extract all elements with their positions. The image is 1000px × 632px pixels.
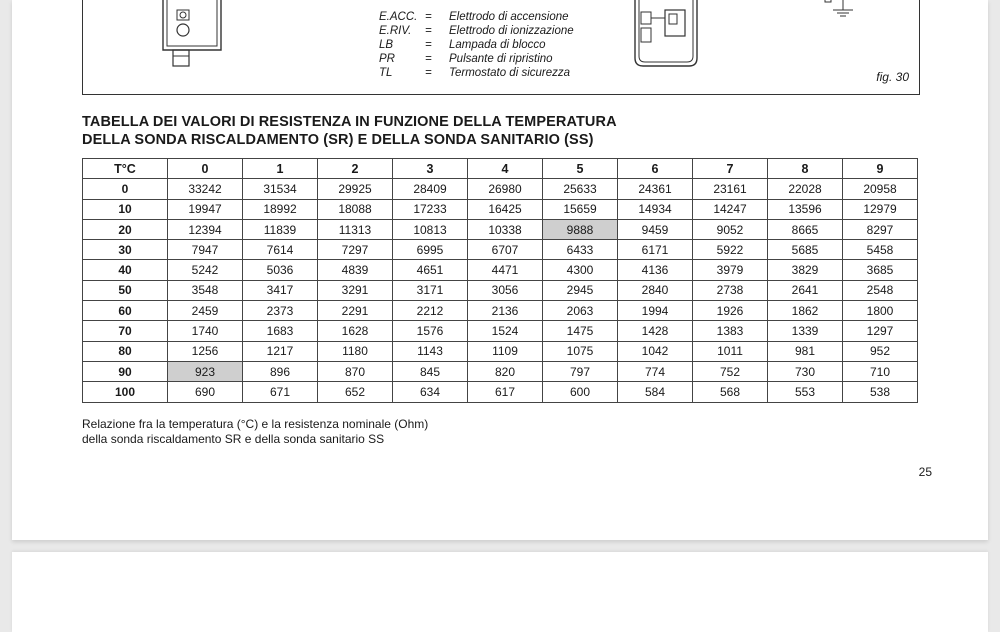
- table-cell: 12979: [843, 199, 918, 219]
- figure-label: fig. 30: [876, 70, 909, 84]
- legend-desc: Pulsante di ripristino: [449, 53, 553, 65]
- table-cell: 3685: [843, 260, 918, 280]
- table-cell: 4839: [318, 260, 393, 280]
- table-cell: 7297: [318, 240, 393, 260]
- table-cell: 568: [693, 382, 768, 402]
- table-cell: 5036: [243, 260, 318, 280]
- table-cell: 14934: [618, 199, 693, 219]
- table-cell: 1576: [393, 321, 468, 341]
- legend-eq: =: [425, 11, 432, 23]
- table-cell: 1800: [843, 301, 918, 321]
- row-header-cell: 50: [83, 280, 168, 300]
- row-header-cell: 0: [83, 179, 168, 199]
- legend-abbr: E.ACC.: [379, 11, 418, 23]
- table-cell: 1042: [618, 341, 693, 361]
- table-cell: 4651: [393, 260, 468, 280]
- table-row: [83, 199, 918, 219]
- table-row: [83, 240, 918, 260]
- row-header-cell: 90: [83, 361, 168, 381]
- table-cell: 10338: [468, 219, 543, 239]
- table-title-line-2: DELLA SONDA RISCALDAMENTO (SR) E DELLA SONDA SANITARIO (SS): [82, 132, 594, 148]
- table-cell: 17233: [393, 199, 468, 219]
- legend-desc: Elettrodo di ionizzazione: [449, 25, 574, 37]
- table-cell: 1926: [693, 301, 768, 321]
- table-cell: 3417: [243, 280, 318, 300]
- row-header-cell: 80: [83, 341, 168, 361]
- table-cell: 584: [618, 382, 693, 402]
- table-cell: 845: [393, 361, 468, 381]
- table-cell: 24361: [618, 179, 693, 199]
- table-row: [83, 301, 918, 321]
- table-cell: 797: [543, 361, 618, 381]
- table-row: [83, 219, 918, 239]
- table-cell: 9052: [693, 219, 768, 239]
- table-cell: 6707: [468, 240, 543, 260]
- table-caption: [82, 417, 428, 447]
- table-cell: 1740: [168, 321, 243, 341]
- table-cell: 12394: [168, 219, 243, 239]
- table-cell: 5242: [168, 260, 243, 280]
- device-drawing-right: [631, 0, 711, 78]
- page-number: 25: [918, 465, 932, 479]
- caption-line-1: Relazione fra la temperatura (°C) e la resistenza nominale (Ohm): [82, 417, 429, 431]
- table-cell: 18088: [318, 199, 393, 219]
- legend-desc: Elettrodo di accensione: [449, 11, 569, 23]
- table-cell: 4136: [618, 260, 693, 280]
- table-cell: 5922: [693, 240, 768, 260]
- legend-row: [379, 10, 574, 24]
- table-cell: 2548: [843, 280, 918, 300]
- legend-abbr: PR: [379, 53, 395, 65]
- table-cell: 31534: [243, 179, 318, 199]
- table-cell: 710: [843, 361, 918, 381]
- table-cell: 2212: [393, 301, 468, 321]
- table-cell: 22028: [768, 179, 843, 199]
- table-cell: 1383: [693, 321, 768, 341]
- header-cell: 2: [318, 159, 393, 179]
- table-cell: 1180: [318, 341, 393, 361]
- table-cell: 981: [768, 341, 843, 361]
- table-cell: 2945: [543, 280, 618, 300]
- table-row: [83, 361, 918, 381]
- table-cell: 6433: [543, 240, 618, 260]
- legend-row: [379, 52, 574, 66]
- table-cell: 13596: [768, 199, 843, 219]
- legend-row: [379, 66, 574, 80]
- header-cell: 3: [393, 159, 468, 179]
- legend-eq: =: [425, 25, 432, 37]
- legend-row: [379, 24, 574, 38]
- table-cell: 9888: [543, 219, 618, 239]
- table-cell: 2840: [618, 280, 693, 300]
- table-cell: 1994: [618, 301, 693, 321]
- table-cell: 1862: [768, 301, 843, 321]
- table-cell: 3979: [693, 260, 768, 280]
- table-cell: 2459: [168, 301, 243, 321]
- table-cell: 14247: [693, 199, 768, 219]
- table-header-row: [83, 159, 918, 179]
- header-cell: 0: [168, 159, 243, 179]
- header-cell: 9: [843, 159, 918, 179]
- row-header-cell: 60: [83, 301, 168, 321]
- table-row: [83, 321, 918, 341]
- row-header-cell: 70: [83, 321, 168, 341]
- caption-line-2: della sonda riscaldamento SR e della sonda sanitario SS: [82, 432, 385, 446]
- legend-eq: =: [425, 39, 432, 51]
- table-cell: 1475: [543, 321, 618, 341]
- table-cell: 1075: [543, 341, 618, 361]
- table-row: [83, 179, 918, 199]
- ground-symbol-icon: [823, 0, 863, 22]
- legend-abbr: TL: [379, 67, 393, 79]
- table-cell: 1683: [243, 321, 318, 341]
- table-cell: 25633: [543, 179, 618, 199]
- header-cell: 4: [468, 159, 543, 179]
- table-cell: 2063: [543, 301, 618, 321]
- table-cell: 870: [318, 361, 393, 381]
- legend-desc: Termostato di sicurezza: [449, 67, 571, 79]
- document-page: [12, 0, 988, 540]
- table-cell: 690: [168, 382, 243, 402]
- table-title-line-1: TABELLA DEI VALORI DI RESISTENZA IN FUNZIONE DELLA TEMPERATURA: [82, 114, 617, 130]
- table-cell: 3056: [468, 280, 543, 300]
- header-cell: 5: [543, 159, 618, 179]
- table-cell: 3171: [393, 280, 468, 300]
- table-row: [83, 280, 918, 300]
- table-cell: 2738: [693, 280, 768, 300]
- table-cell: 20958: [843, 179, 918, 199]
- table-cell: 671: [243, 382, 318, 402]
- header-cell: 1: [243, 159, 318, 179]
- table-cell: 617: [468, 382, 543, 402]
- table-cell: 5458: [843, 240, 918, 260]
- table-cell: 6995: [393, 240, 468, 260]
- table-row: [83, 260, 918, 280]
- header-cell: 6: [618, 159, 693, 179]
- legend-abbr: LB: [379, 39, 394, 51]
- table-cell: 8665: [768, 219, 843, 239]
- table-cell: 3829: [768, 260, 843, 280]
- table-row: [83, 341, 918, 361]
- table-cell: 4300: [543, 260, 618, 280]
- table-cell: 896: [243, 361, 318, 381]
- table-cell: 28409: [393, 179, 468, 199]
- table-cell: 1143: [393, 341, 468, 361]
- table-cell: 7614: [243, 240, 318, 260]
- table-cell: 1628: [318, 321, 393, 341]
- table-cell: 1428: [618, 321, 693, 341]
- table-cell: 730: [768, 361, 843, 381]
- table-cell: 19947: [168, 199, 243, 219]
- header-cell-temperature: T°C: [83, 159, 168, 179]
- legend-abbr: E.RIV.: [379, 25, 412, 37]
- table-cell: 2641: [768, 280, 843, 300]
- legend-row: [379, 38, 574, 52]
- table-cell: 8297: [843, 219, 918, 239]
- table-cell: 820: [468, 361, 543, 381]
- table-cell: 16425: [468, 199, 543, 219]
- next-page: [12, 552, 988, 632]
- table-cell: 3291: [318, 280, 393, 300]
- table-cell: 1524: [468, 321, 543, 341]
- row-header-cell: 10: [83, 199, 168, 219]
- table-cell: 3548: [168, 280, 243, 300]
- table-cell: 1339: [768, 321, 843, 341]
- table-cell: 1109: [468, 341, 543, 361]
- header-cell: 7: [693, 159, 768, 179]
- table-cell: 538: [843, 382, 918, 402]
- table-cell: 1011: [693, 341, 768, 361]
- table-cell: 15659: [543, 199, 618, 219]
- row-header-cell: 30: [83, 240, 168, 260]
- table-cell: 11839: [243, 219, 318, 239]
- table-cell: 26980: [468, 179, 543, 199]
- resistance-table: [82, 158, 918, 403]
- legend: [379, 10, 574, 80]
- table-cell: 18992: [243, 199, 318, 219]
- table-cell: 652: [318, 382, 393, 402]
- table-cell: 600: [543, 382, 618, 402]
- table-cell: 774: [618, 361, 693, 381]
- table-cell: 10813: [393, 219, 468, 239]
- table-cell: 9459: [618, 219, 693, 239]
- table-cell: 634: [393, 382, 468, 402]
- table-title: [82, 113, 617, 149]
- header-cell: 8: [768, 159, 843, 179]
- table-cell: 11313: [318, 219, 393, 239]
- legend-eq: =: [425, 67, 432, 79]
- table-cell: 2136: [468, 301, 543, 321]
- device-drawing-left: [159, 0, 239, 78]
- row-header-cell: 40: [83, 260, 168, 280]
- row-header-cell: 20: [83, 219, 168, 239]
- table-cell: 1297: [843, 321, 918, 341]
- table-cell: 2373: [243, 301, 318, 321]
- legend-desc: Lampada di blocco: [449, 39, 546, 51]
- table-cell: 952: [843, 341, 918, 361]
- table-cell: 23161: [693, 179, 768, 199]
- table-cell: 29925: [318, 179, 393, 199]
- table-cell: 752: [693, 361, 768, 381]
- table-cell: 6171: [618, 240, 693, 260]
- figure-30-frame: [82, 0, 920, 95]
- row-header-cell: 100: [83, 382, 168, 402]
- table-cell: 5685: [768, 240, 843, 260]
- table-cell: 1256: [168, 341, 243, 361]
- table-cell: 2291: [318, 301, 393, 321]
- table-cell: 553: [768, 382, 843, 402]
- legend-eq: =: [425, 53, 432, 65]
- table-cell: 923: [168, 361, 243, 381]
- table-row: [83, 382, 918, 402]
- table-cell: 1217: [243, 341, 318, 361]
- table-cell: 33242: [168, 179, 243, 199]
- table-cell: 4471: [468, 260, 543, 280]
- table-cell: 7947: [168, 240, 243, 260]
